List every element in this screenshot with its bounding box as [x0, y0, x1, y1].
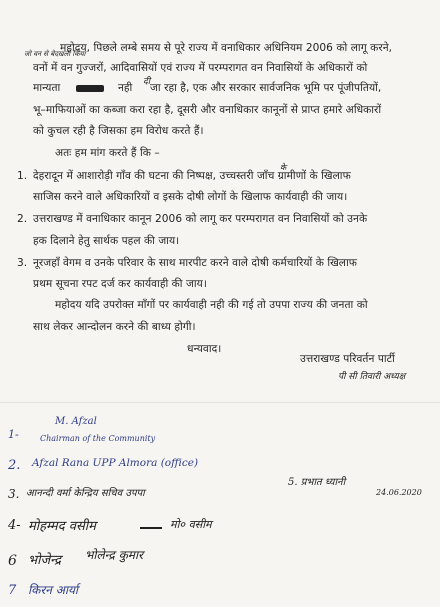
org-signature: पी सी तिवारी अध्यक्ष — [338, 372, 406, 382]
paragraph-1-line-1: महोदय, पिछले लम्बे समय से पूरे राज्य में वनाधिकार अधिनियम 2006 को लागू करने, — [60, 42, 393, 54]
signature-2-number: 2. — [8, 458, 21, 473]
redaction-mark — [76, 85, 104, 92]
handwritten-insert-ke: के — [280, 163, 287, 172]
handwritten-insert-di: दी — [143, 77, 151, 87]
signature-3-number: 3. — [8, 487, 20, 501]
signature-3-name: आनन्दी वर्मा केन्द्रिय सचिव उपपा — [26, 488, 145, 499]
demand-3-line-2: प्रथम सूचना रपट दर्ज कर कार्यवाही की जाय। — [33, 278, 207, 290]
demand-3-number: 3. — [17, 257, 28, 269]
paragraph-1-line-3-mid: नही — [118, 82, 133, 94]
demand-1-line-2: साजिस करने वाले अधिकारियों व इसके दोषी लोगों के खिलाफ कार्यवाही की जाय। — [33, 191, 348, 203]
signature-3-date: 24.06.2020 — [376, 488, 422, 497]
signature-7-name: किरन आर्या — [28, 583, 79, 597]
demand-intro: अतः हम मांग करते हैं कि – — [55, 147, 160, 159]
signature-6-sign: भोलेन्द्र कुमार — [85, 548, 143, 562]
signature-4-number: 4- — [8, 518, 21, 533]
demand-1-line-1: देहरादून में आशारोड़ी गाँव की घटना की निष्पक्ष, उच्चस्तरी जाँच ग्रामीणों के खिलाफ — [33, 170, 351, 182]
paragraph-1-line-4: भू–माफियाओं का कब्जा करा रहा है, दूसरी और वनाधिकार कानूनों से प्राप्त हमारे अधिकारों — [33, 104, 382, 116]
signature-7-number: 7 — [8, 583, 17, 598]
organization-name: उत्तराखण्ड परिवर्तन पार्टी — [300, 353, 395, 365]
signature-6-number: 6 — [8, 553, 17, 569]
demand-2-line-1: उत्तराखण्ड में वनाधिकार कानून 2006 को लागू कर परम्परागत वन निवासियों को उनके — [33, 213, 368, 225]
paragraph-1-line-3-start: मान्यता — [33, 82, 61, 94]
paragraph-1-line-2: वनों में वन गुज्जरों, आदिवासियों एवं राज्य में परम्परागत वन निवासियों के अधिकारों को — [33, 62, 368, 74]
signature-2-name: Afzal Rana UPP Almora (office) — [32, 457, 199, 469]
signature-1-number: 1- — [8, 428, 19, 441]
closing-line-1: महोदय यदि उपरोक्त माँगों पर कार्यवाही नही की गई तो उपपा राज्य की जनता को — [55, 299, 368, 311]
demand-2-line-2: हक दिलाने हेतु सार्थक पहल की जाय। — [33, 235, 180, 247]
demand-3-line-1: नूरजहाँ वेगम व उनके परिवार के साथ मारपीट करने वाले दोषी कर्मचारियों के खिलाफ — [33, 257, 357, 269]
demand-1-number: 1. — [17, 170, 28, 182]
signature-6-name: भोजेन्द्र — [28, 553, 62, 568]
signature-1-title: Chairman of the Community — [40, 434, 156, 443]
paragraph-1-line-5: को कुचल रही है जिसका हम विरोध करते हैं। — [33, 125, 204, 137]
signature-4-name: मोहम्मद वसीम — [28, 519, 96, 534]
signature-1-name: M. Afzal — [55, 416, 97, 427]
thanks-text: धन्यवाद। — [187, 343, 222, 355]
page-fold-divider — [0, 402, 440, 403]
signature-4-dash — [140, 527, 162, 529]
closing-line-2: साथ लेकर आन्दोलन करने की बाध्य होगी। — [33, 321, 196, 333]
signature-4-sign: मो० वसीम — [170, 518, 212, 531]
signature-5-name: 5. प्रभात ध्यानी — [288, 477, 346, 488]
paragraph-1-line-3-end: जा रहा है, एक और सरकार सार्वजनिक भूमि पर पूंजीपतियों, — [150, 82, 382, 94]
handwritten-margin-note: जो वन से बेदखली किया — [24, 50, 86, 58]
demand-2-number: 2. — [17, 213, 28, 225]
